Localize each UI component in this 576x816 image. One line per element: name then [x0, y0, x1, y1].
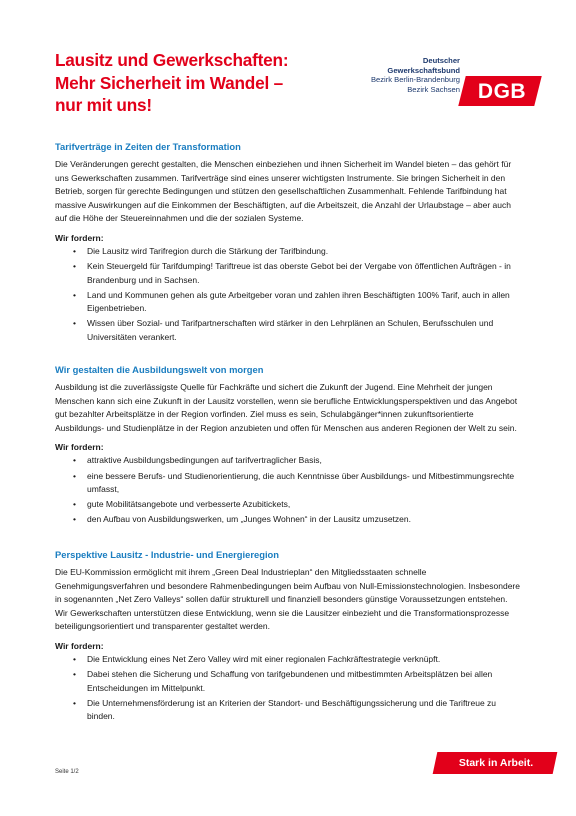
section-heading: Wir gestalten die Ausbildungswelt von morgen: [55, 364, 264, 375]
list-item: [73, 289, 520, 316]
dgb-logo-badge-text: DGB: [477, 80, 527, 103]
list-item-text: den Aufbau von Ausbildungswerken, um „Junges Wohnen“ in der Lausitz umzusetzen.: [87, 514, 411, 525]
demands-list: [55, 454, 520, 526]
bullet-icon: •: [73, 261, 76, 272]
list-item: [73, 470, 520, 497]
logo-org-line-2: Gewerkschaftsbund: [387, 65, 460, 75]
list-item: [73, 454, 520, 467]
list-item-text: eine bessere Berufs- und Studienorientierung, die auch Kenntnisse über Ausbildungs- und Mitbestimmungsrechte umfasst,: [87, 470, 515, 494]
list-item: [73, 260, 520, 287]
list-item-text: Die Unternehmensförderung ist an Kriterien der Standort- und Beschäftigungssicherung und die Tariftreue zu binden.: [87, 697, 497, 722]
section-heading: Tarifverträge in Zeiten der Transformation: [55, 141, 241, 152]
list-item-text: gute Mobilitätsangebote und verbesserte Azubitickets,: [87, 499, 291, 510]
bullet-icon: •: [73, 289, 76, 300]
list-item: [73, 245, 520, 258]
page-number: Seite 1/2: [55, 769, 79, 775]
bullet-icon: •: [73, 669, 76, 680]
list-item: [73, 498, 520, 511]
list-item-text: Die Entwicklung eines Net Zero Valley wird mit einer regionalen Fachkräftestrategie verknüpft.: [87, 653, 441, 664]
dgb-logo-text: [318, 56, 460, 94]
page-title: [55, 49, 355, 117]
demands-list: [55, 245, 520, 344]
list-item: [73, 317, 520, 344]
title-line-2: Mehr Sicherheit im Wandel –: [55, 72, 283, 93]
bullet-icon: •: [73, 455, 76, 466]
list-item-text: Die Lausitz wird Tarifregion durch die Stärkung der Tarifbindung.: [87, 245, 329, 256]
list-item: [73, 513, 520, 526]
demands-label: Wir fordern:: [55, 232, 104, 243]
bullet-icon: •: [73, 653, 76, 664]
logo-district-1: Bezirk Berlin-Brandenburg: [370, 75, 460, 85]
bullet-icon: •: [73, 245, 76, 256]
demands-label: Wir fordern:: [55, 442, 104, 453]
list-item-text: Kein Steuergeld für Tarifdumping! Tariftreue ist das oberste Gebot bei der Vergabe von öffentlichen Aufträgen - in Brandenburg und in Sachsen.: [87, 261, 511, 285]
logo-org-line-1: Deutscher: [422, 56, 460, 65]
bullet-icon: •: [73, 697, 76, 708]
list-item-text: Land und Kommunen gehen als gute Arbeitgeber voran und zahlen ihren Beschäftigten 100% Tarif, auch in allen Eigenbetrieben.: [87, 289, 510, 314]
section-perspektive-lausitz: [55, 548, 520, 725]
slogan-text: Stark in Arbeit.: [458, 757, 534, 769]
demands-list: [55, 653, 520, 724]
demands-label: Wir fordern:: [55, 640, 104, 651]
section-heading: Perspektive Lausitz - Industrie- und Energieregion: [55, 549, 280, 560]
list-item-text: Dabei stehen die Sicherung und Schaffung von tarifgebundenen und mitbestimmten Arbeitsplätzen bei allen Entscheidungen im Mittelpunkt.: [87, 669, 493, 693]
section-ausbildung: [55, 363, 520, 529]
bullet-icon: •: [73, 470, 76, 481]
list-item: [73, 668, 520, 695]
list-item-text: Wissen über Sozial- und Tarifpartnerschaften wird stärker in den Lehrplänen an Schulen, Berufsschulen und Universitäten verankert.: [87, 318, 494, 342]
section-tarifvertraege: [55, 140, 520, 346]
logo-district-2: Bezirk Sachsen: [407, 84, 460, 94]
list-item: [73, 653, 520, 666]
title-line-3: nur mit uns!: [55, 95, 152, 115]
section-paragraph: Die EU-Kommission ermöglicht mit ihrem „Green Deal Industrieplan“ den Mitgliedsstaaten schnelle Genehmigungsverfahren und besondere Rahmenbedingungen beim Aufbau von Null-Emissionstechnologien. Insbesondere in sogenannten „Net Zero Valleys“ sollen dafür strukturell und finanziell besonders günstige Voraussetzungen entstehen. Wir Gewerkschaften unterstützen diese Entwicklung, wenn sie die Lausitzer einbezieht und die Transformationsprozesse beteiligungsorientiert und transparenter gestaltet werden.: [55, 567, 520, 632]
section-paragraph: Ausbildung ist die zuverlässigste Quelle für Fachkräfte und sichert die Zukunft der Jugend. Eine Mehrheit der jungen Menschen kann sich eine Zukunft in der Lausitz vorstellen, wenn sie berufliche Entwicklungsperspektiven und das Angebot gut bezahlter Arbeitsplätze in der Region vorfinden. Ziel muss es sein, Schulabgänger*innen zukunftsorientierte Ausbildungs- und Studienplätze in der Region anzubieten und offen für Menschen aus anderen Regionen der Welt zu sein.: [55, 382, 518, 433]
section-paragraph: Die Veränderungen gerecht gestalten, die Menschen einbeziehen und ihnen Sicherheit im Wandel bieten – das gehört für uns Gewerkschaften zusammen. Tarifverträge sind eines unserer wichtigsten Instrumente. Sie bringen Sicherheit in den Betrieb, sorgen für gerechte Bedingungen und stützen den gesellschaftlichen Zusammenhalt. Fehlende Tarifbindung hat massive Auswirkungen auf die Einkommen der Beschäftigten, auf die Arbeitszeit, die Anzahl der Urlaubstage – aber auch auf die Höhe der Steuereinnahmen und die der sozialen Systeme.: [55, 159, 512, 224]
bullet-icon: •: [73, 499, 76, 510]
bullet-icon: •: [73, 318, 76, 329]
list-item-text: attraktive Ausbildungsbedingungen auf tarifvertraglicher Basis,: [87, 455, 322, 466]
bullet-icon: •: [73, 514, 76, 525]
title-line-1: Lausitz und Gewerkschaften:: [55, 50, 289, 70]
list-item: [73, 697, 520, 724]
